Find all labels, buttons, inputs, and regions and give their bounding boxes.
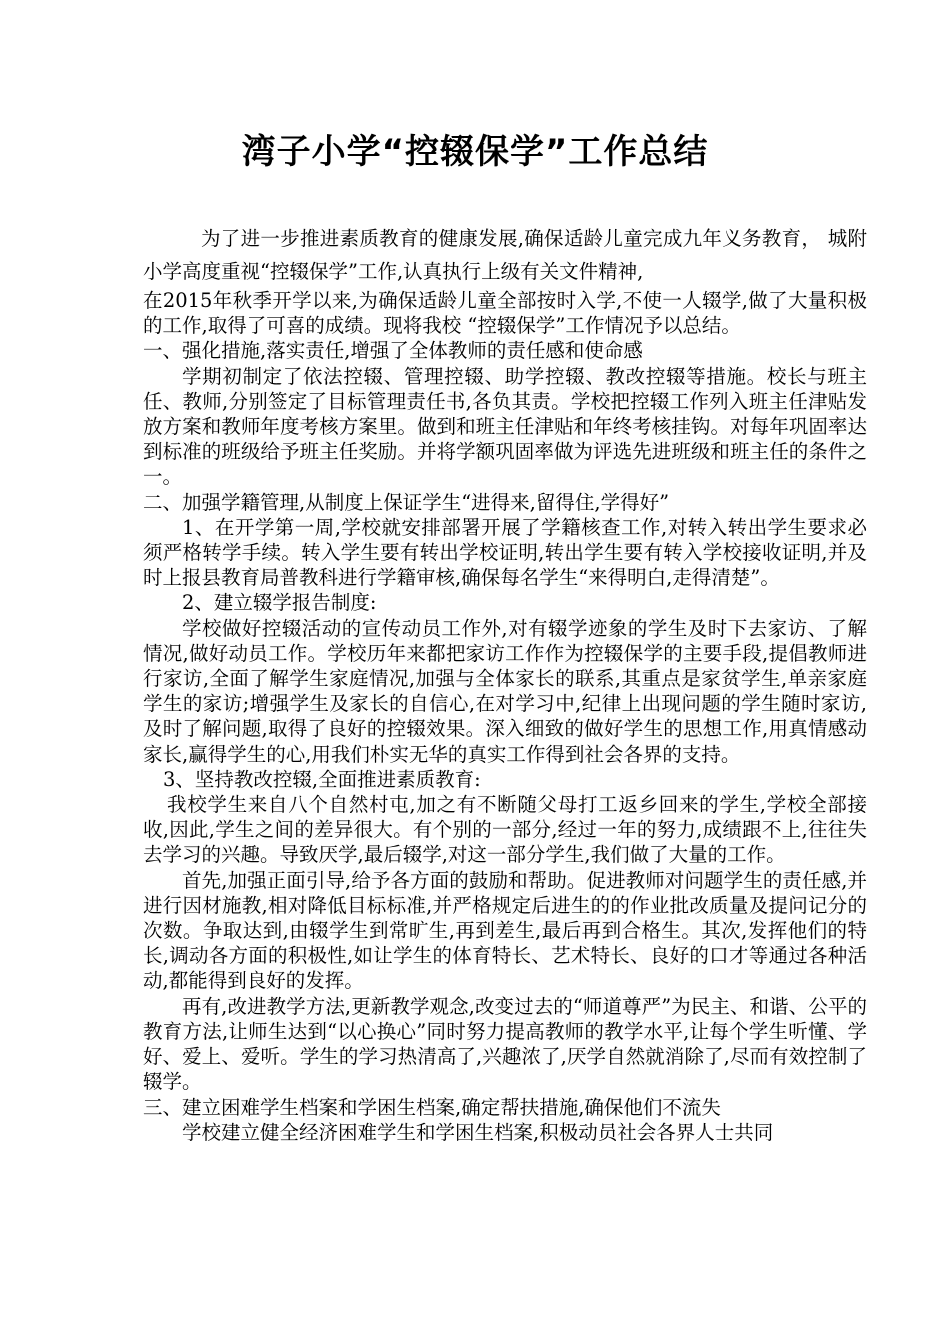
subheading-item-2: 2、建立辍学报告制度: [182, 591, 377, 615]
paragraph-item-2: 学校做好控辍活动的宣传动员工作外,对有辍学迹象的学生及时下去家访、了解情况,做好动员工作。学校历年来都把家访工作作为控辍保学的主要手段,提倡教师进行家访,全面了解学生家庭情况,加强与全体家长的联系,其重点是家贫学生,单亲家庭学生的家访;增强学生及家长的自信心,在对学习中,纪律上出现问题的学生随时家访,及时了解问题,取得了良好的控辍效果。深入细致的做好学生的思想工作,用真情感动家长,赢得学生的心,用我们朴实无华的真实工作得到社会各界的支持。 [143, 616, 867, 766]
paragraph-intro-continued: 在2015年秋季开学以来,为确保适龄儿童全部按时入学,不使一人辍学,做了大量积极的工作,取得了可喜的成绩。现将我校 “控辍保学”工作情况予以总结。 [143, 289, 867, 338]
section-heading-3: 三、建立困难学生档案和学困生档案,确定帮扶措施,确保他们不流失 [143, 1095, 721, 1119]
paragraph-intro: 为了进一步推进素质教育的健康发展,确保适龄儿童完成九年义务教育， 城附小学高度重视“控辍保学”工作,认真执行上级有关文件精神, [143, 227, 867, 283]
document-body [143, 222, 867, 1145]
paragraph-section-1: 学期初制定了依法控辍、管理控辍、助学控辍、教改控辍等措施。校长与班主任、教师,分别签定了目标管理责任书,各负其责。学校把控辍工作列入班主任津贴发放方案和教师年度考核方案里。做到和班主任津贴和年终考核挂钩。对每年巩固率达到标准的班级给予班主任奖励。并将学额巩固率做为评选先进班级和班主任的条件之一。 [143, 364, 867, 489]
document-title: 湾子小学“控辍保学”工作总结 [241, 132, 709, 172]
section-heading-1: 一、强化措施,落实责任,增强了全体教师的责任感和使命感 [143, 339, 643, 363]
paragraph-firstly: 首先,加强正面引导,给予各方面的鼓励和帮助。促进教师对问题学生的责任感,并进行因材施教,相对降低目标标准,并严格规定后进生的的作业批改质量及提问记分的次数。争取达到,由辍学生到常旷生,再到差生,最后再到合格生。其次,发挥他们的特长,调动各方面的积极性,如让学生的体育特长、艺术特长、良好的口才等通过各种活动,都能得到良好的发挥。 [143, 868, 867, 993]
subheading-item-3: 3、坚持教改控辍,全面推进素质教育: [163, 767, 481, 791]
paragraph-section-3: 学校建立健全经济困难学生和学困生档案,积极动员社会各界人士共同 [182, 1120, 774, 1144]
section-heading-2: 二、加强学籍管理,从制度上保证学生“进得来,留得住,学得好” [143, 490, 670, 514]
paragraph-furthermore: 再有,改进教学方法,更新教学观念,改变过去的“师道尊严”为民主、和谐、公平的教育方法,让师生达到“以心换心”同时努力提高教师的教学水平,让每个学生听懂、学好、爱上、爱听。学生的学习热清高了,兴趣浓了,厌学自然就消除了,尽而有效控制了辍学。 [143, 994, 867, 1094]
paragraph-item-3: 我校学生来自八个自然村屯,加之有不断随父母打工返乡回来的学生,学校全部接收,因此,学生之间的差异很大。有个别的一部分,经过一年的努力,成绩跟不上,往往失去学习的兴趣。导致厌学,最后辍学,对这一部分学生,我们做了大量的工作。 [143, 793, 867, 867]
paragraph-item-1: 1、在开学第一周,学校就安排部署开展了学籍核查工作,对转入转出学生要求必须严格转学手续。转入学生要有转出学校证明,转出学生要有转入学校接收证明,并及时上报县教育局普教科进行学籍审核,确保每名学生“来得明白,走得清楚”。 [143, 515, 867, 590]
